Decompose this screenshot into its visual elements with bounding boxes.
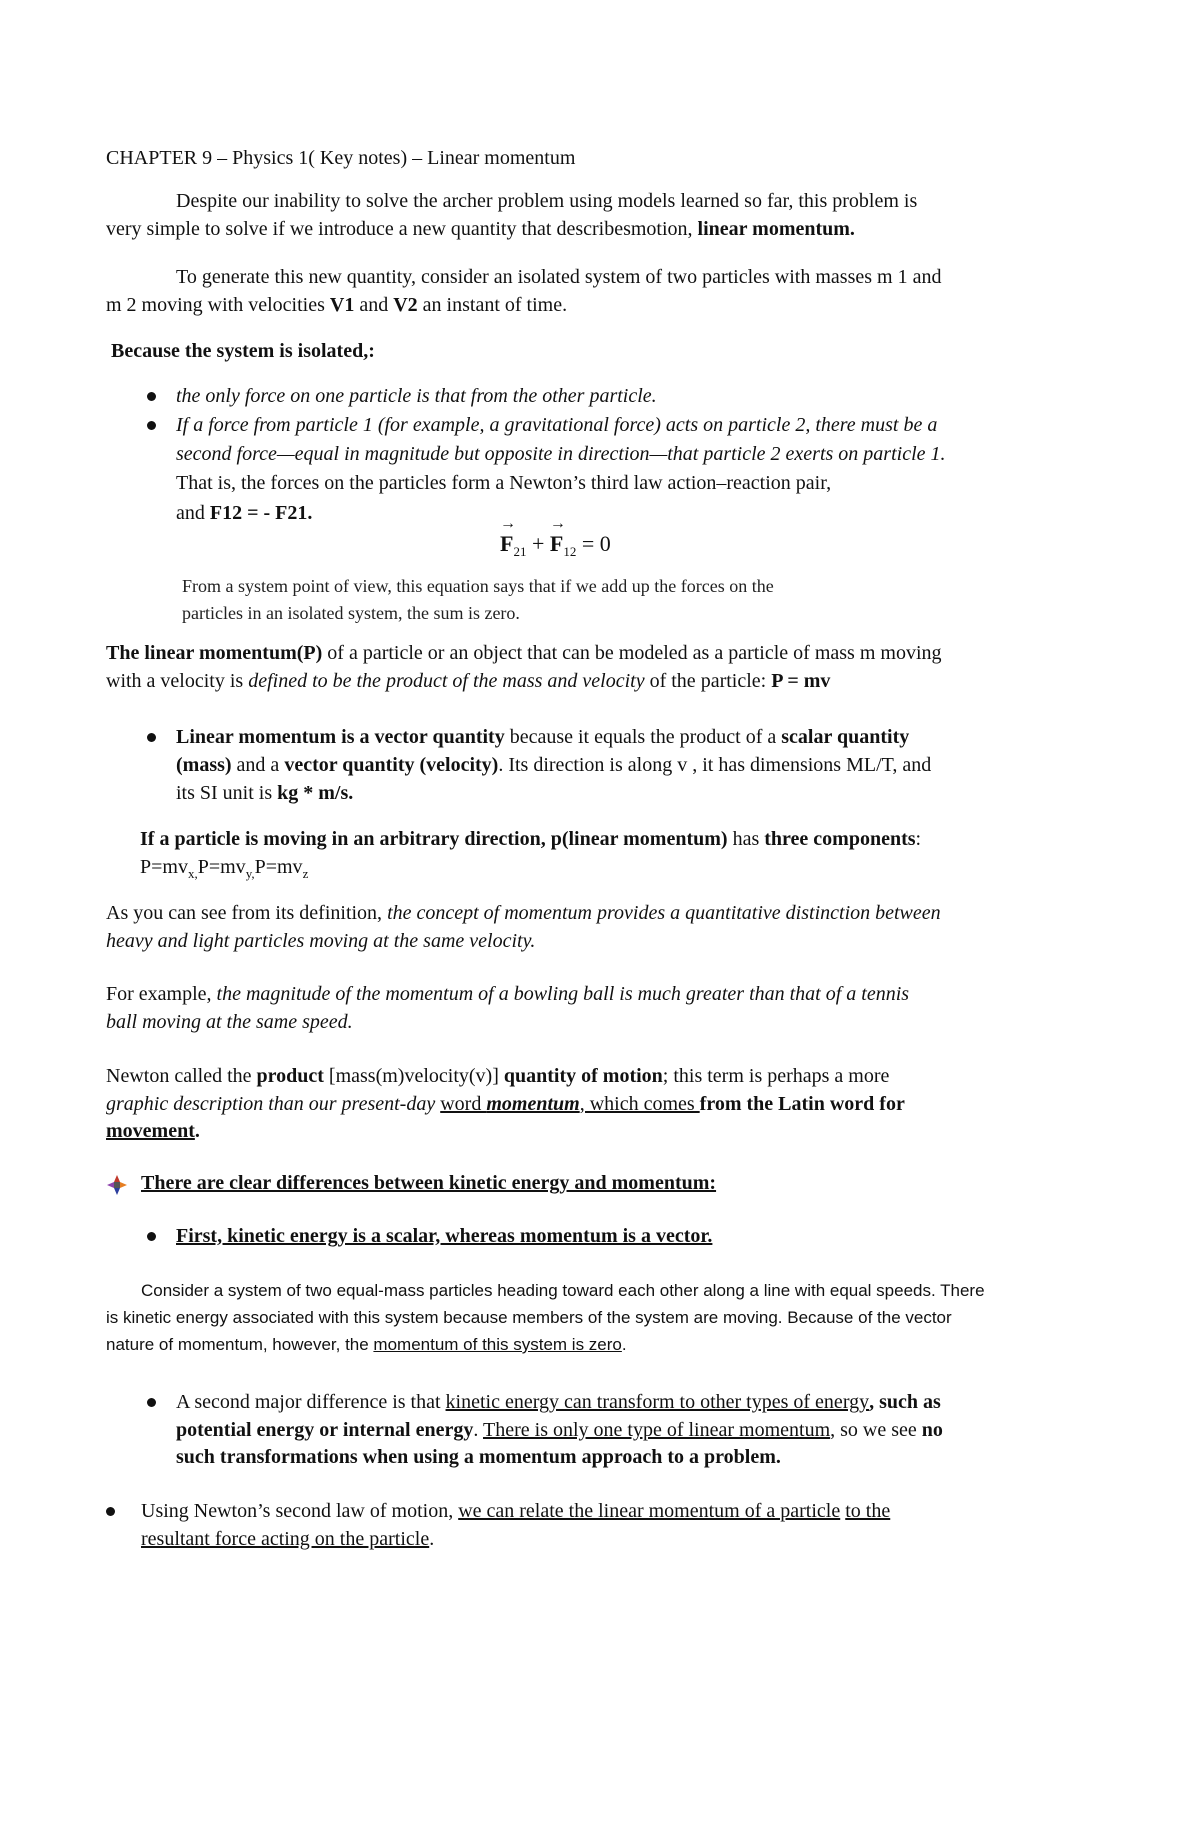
- bullet-icon: [147, 1232, 156, 1241]
- consider-line-2: is kinetic energy associated with this system because members of the system are moving. Because of the vector: [106, 1308, 952, 1327]
- components-line-1: If a particle is moving in an arbitrary direction, p(linear momentum) has three components:: [140, 828, 922, 850]
- linear-momentum-term: linear momentum.: [697, 218, 855, 240]
- system-view-line-2: particles in an isolated system, the sum is zero.: [182, 603, 520, 623]
- page-title: CHAPTER 9 – Physics 1( Key notes) – Linear momentum: [106, 147, 576, 169]
- isolated-bullet-2-line-1: If a force from particle 1 (for example, a gravitational force) acts on particle 2, there must be a: [176, 414, 938, 436]
- definition-line-2: with a velocity is defined to be the product of the mass and velocity of the particle: P = mv: [106, 670, 831, 692]
- vector-bullet-line-1: Linear momentum is a vector quantity because it equals the product of a scalar quantity: [176, 726, 910, 748]
- concept-line-1: As you can see from its definition, the concept of momentum provides a quantitative distinction between: [106, 902, 941, 924]
- isolated-heading: Because the system is isolated,:: [111, 340, 375, 362]
- example-line-1: For example, the magnitude of the momentum of a bowling ball is much greater than that of a tennis: [106, 983, 910, 1005]
- newton-line-3: movement.: [106, 1120, 200, 1142]
- isolated-bullet-2-line-2: second force—equal in magnitude but opposite in direction—that particle 2 exerts on particle 1.: [176, 443, 946, 465]
- newton-second-line-2: resultant force acting on the particle.: [141, 1528, 435, 1550]
- generate-line-1: To generate this new quantity, consider an isolated system of two particles with masses m 1 and: [176, 266, 942, 288]
- isolated-bullet-1: the only force on one particle is that from the other particle.: [176, 385, 657, 407]
- bullet-icon: [147, 733, 156, 742]
- newton-line-1: Newton called the product [mass(m)velocity(v)] quantity of motion; this term is perhaps a more: [106, 1065, 890, 1087]
- newton-second-line-1: Using Newton’s second law of motion, we can relate the linear momentum of a particle to the: [141, 1500, 891, 1522]
- differences-heading: There are clear differences between kinetic energy and momentum:: [141, 1172, 717, 1194]
- isolated-bullet-2-line-4: and F12 = - F21.: [176, 502, 313, 524]
- concept-line-2: heavy and light particles moving at the same velocity.: [106, 930, 536, 952]
- components-line-2: $P=mv_{x,}P=mv_{y,}P=mv_z$: [140, 856, 309, 881]
- first-difference: First, kinetic energy is a scalar, whereas momentum is a vector.: [176, 1225, 713, 1247]
- example-line-2: ball moving at the same speed.: [106, 1011, 353, 1033]
- consider-line-1: Consider a system of two equal-mass particles heading toward each other along a line with equal speeds. There: [141, 1281, 985, 1300]
- four-arrows-icon: [105, 1173, 129, 1197]
- bullet-icon: [106, 1507, 115, 1516]
- isolated-bullet-2-line-3: That is, the forces on the particles form a Newton’s third law action–reaction pair,: [176, 472, 832, 494]
- intro-line-2: very simple to solve if we introduce a new quantity that describesmotion, linear momentum.: [106, 218, 855, 240]
- vector-bullet-line-2: (mass) and a vector quantity (velocity). Its direction is along v , it has dimensions ML/T, and: [176, 754, 932, 776]
- newton-line-2: graphic description than our present-day word momentum, which comes from the Latin word for: [106, 1093, 905, 1115]
- second-difference-line-1: A second major difference is that kinetic energy can transform to other types of energy, such as: [176, 1391, 941, 1413]
- generate-line-2: m 2 moving with velocities V1 and V2 an instant of time.: [106, 294, 568, 316]
- second-difference-line-2: potential energy or internal energy. There is only one type of linear momentum, so we see no: [176, 1419, 943, 1441]
- consider-line-3: nature of momentum, however, the momentum of this system is zero.: [106, 1335, 627, 1354]
- vector-bullet-line-3: its SI unit is kg * m/s.: [176, 782, 354, 804]
- intro-line-1: Despite our inability to solve the archer problem using models learned so far, this problem is: [176, 190, 918, 212]
- definition-line-1: The linear momentum(P) of a particle or an object that can be modeled as a particle of mass m moving: [106, 642, 942, 664]
- system-view-line-1: From a system point of view, this equation says that if we add up the forces on the: [182, 576, 774, 596]
- bullet-icon: [147, 421, 156, 430]
- bullet-icon: [147, 392, 156, 401]
- bullet-icon: [147, 1398, 156, 1407]
- second-difference-line-3: such transformations when using a momentum approach to a problem.: [176, 1446, 781, 1468]
- force-equation: → $F_{21}$ + → $F_{12} = 0$: [500, 531, 611, 557]
